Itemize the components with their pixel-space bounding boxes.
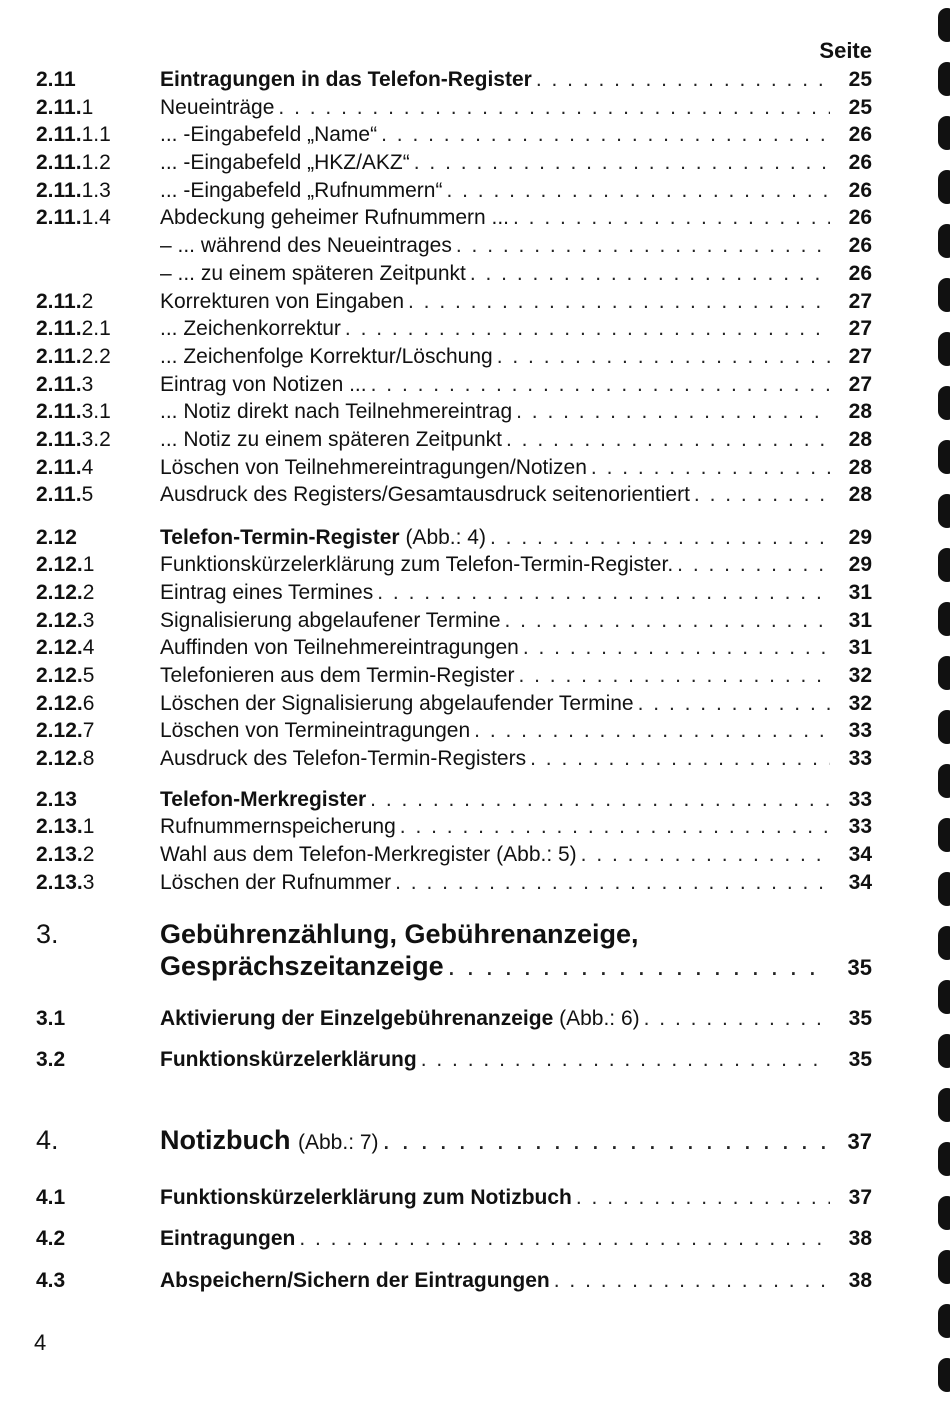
section-number [36,454,160,482]
section-number [36,813,160,841]
binding-hole [938,1250,950,1284]
section-number [36,204,160,232]
toc-entry [36,149,872,177]
section-number-major: 2.11 [36,68,76,91]
section-number-minor: 1 [82,553,95,576]
section-number-major: 2.12. [36,747,83,770]
toc-entry [36,1005,872,1033]
section-number [36,662,160,690]
section-number [36,288,160,316]
dot-leader [278,94,830,122]
toc-entry [36,288,872,316]
binding-hole [938,1088,950,1122]
section-number [36,121,160,149]
figure-ref: (Abb.: 6) [559,1007,640,1030]
dot-leader [591,454,830,482]
section-number-major: 2.13. [36,843,83,866]
toc-entry [36,786,872,814]
chapter-number: 3. [36,919,59,949]
chapter-title: Gebührenzählung, Gebührenanzeige, [160,919,639,949]
toc-entry [36,1184,872,1212]
entry-title: Telefon-Merkregister [160,788,367,811]
entry-title: Neueinträge [160,96,275,119]
page-ref: 37 [848,1186,872,1209]
figure-ref: (Abb.: 4) [405,526,486,549]
entry-title: Funktionskürzelerklärung [160,1048,417,1071]
section-number-minor: 3.2 [81,428,111,451]
section-number [36,607,160,635]
dot-leader [490,524,830,552]
page-ref: 28 [848,428,872,451]
binding-hole [938,710,950,744]
dot-leader [530,745,830,773]
dot-leader [448,950,830,982]
section-number: 4.3 [36,1269,66,1292]
page-ref: 37 [847,1129,872,1154]
section-number [36,94,160,122]
entry-title: Löschen von Termineintragungen [160,719,471,742]
section-number: 3.2 [36,1048,66,1071]
dot-leader [581,841,830,869]
toc-entry [36,1267,872,1295]
entry-title: Löschen von Teilnehmereintragungen/Notizen [160,456,587,479]
entry-title: Abdeckung geheimer Rufnummern ... [160,206,510,229]
page-ref: 32 [848,692,872,715]
dot-leader [677,551,830,579]
page-ref: 26 [848,234,872,257]
page-ref: 26 [848,123,872,146]
page-ref: 33 [848,747,872,770]
section-number [36,481,160,509]
dot-leader [506,426,830,454]
page-number: 4 [34,1330,47,1355]
toc-entry [36,607,872,635]
page-ref: 25 [848,96,872,119]
toc-entry [36,745,872,773]
entry-title: ... Notiz zu einem späteren Zeitpunkt [160,428,502,451]
binding-hole [938,1304,950,1338]
page-ref: 26 [848,151,872,174]
entry-title: Korrekturen von Eingaben [160,290,404,313]
section-number [36,524,160,552]
dot-leader [505,607,830,635]
dot-leader [383,1124,830,1156]
section-number-major: 2.12. [36,719,83,742]
entry-title: ... Notiz direkt nach Teilnehmereintrag [160,400,513,423]
section-number-major: 2.11. [36,123,82,146]
section-number-minor: 6 [82,692,95,715]
section-number-major: 2.11. [36,428,82,451]
section-number-major: 2.11. [36,151,82,174]
entry-title: ... -Eingabefeld „HKZ/AKZ“ [160,151,410,174]
toc-entry [36,579,872,607]
section-number-minor: 5 [81,483,94,506]
page-ref: 26 [848,206,872,229]
binding-hole [938,1196,950,1230]
toc-entry [36,690,872,718]
section-number-major: 2.12. [36,553,83,576]
section-number-minor: 4 [82,636,95,659]
entry-title: Ausdruck des Registers/Gesamtausdruck seitenorientiert [160,483,690,506]
binding-hole [938,1142,950,1176]
toc-entry [36,121,872,149]
dot-leader [694,481,830,509]
entry-title: Eintragungen in das Telefon-Register [160,68,532,91]
entry-title: Ausdruck des Telefon-Termin-Registers [160,747,527,770]
section-number-minor: 8 [82,747,95,770]
binding-hole [938,440,950,474]
binding-hole [938,8,950,42]
entry-title: Funktionskürzelerklärung zum Telefon-Termin-Register. [160,553,674,576]
binding-hole [938,818,950,852]
entry-title: Aktivierung der Einzelgebührenanzeige [160,1007,554,1030]
toc-entry [36,343,872,371]
section-number [36,177,160,205]
section-number [36,745,160,773]
section-number [36,371,160,399]
entry-title: Löschen der Signalisierung abgelaufender Termine [160,692,634,715]
page-ref: 27 [848,345,872,368]
section-number-major: 2.13 [36,788,77,811]
toc-entry [36,426,872,454]
toc-entry [36,66,872,94]
toc-entry [36,481,872,509]
page-ref: 29 [848,553,872,576]
toc-entry [36,662,872,690]
binding-hole [938,494,950,528]
dot-leader [638,690,830,718]
toc-entry [36,1046,872,1074]
section-number-minor: 1.2 [81,151,111,174]
section-number-minor: 5 [82,664,95,687]
page-ref: 26 [848,262,872,285]
dot-leader [370,786,830,814]
page-ref: 34 [848,871,872,894]
binding-hole [938,980,950,1014]
section-number [36,869,160,897]
toc-entry [36,634,872,662]
section-number-major: 2.13. [36,815,83,838]
section-number-major: 2.12. [36,692,83,715]
section-number [36,66,160,94]
dot-leader [518,662,830,690]
section-number-major: 2.12. [36,636,83,659]
toc-entry [36,869,872,897]
binding-hole [938,62,950,96]
binding-hole [938,116,950,150]
page-ref: 27 [848,317,872,340]
toc-entry [36,315,872,343]
dot-leader [371,371,830,399]
entry-title: ... Zeichenfolge Korrektur/Löschung [160,345,493,368]
section-number-major: 2.11. [36,456,82,479]
entry-title: Auffinden von Teilnehmereintragungen [160,636,519,659]
section-number [36,343,160,371]
section-number-minor: 2 [82,843,95,866]
toc-entry [36,204,872,232]
entry-title: Rufnummernspeicherung [160,815,396,838]
section-number [36,786,160,814]
toc-entry [36,260,872,288]
section-number-minor: 1.3 [81,179,111,202]
page-ref: 35 [847,955,872,980]
page-ref: 31 [848,581,872,604]
entry-title: Eintrag von Notizen ... [160,373,367,396]
entry-title: – ... zu einem späteren Zeitpunkt [160,262,466,285]
entry-title: ... Zeichenkorrektur [160,317,341,340]
dot-leader [377,579,830,607]
page-ref: 38 [848,1269,872,1292]
dot-leader [414,149,830,177]
dot-leader [497,343,830,371]
seite-column-header: Seite [819,38,872,63]
binding-hole [938,1358,950,1392]
binding-hole [938,170,950,204]
binding-hole [938,278,950,312]
dot-leader [395,869,830,897]
section-number-major: 2.11. [36,96,82,119]
section-number-major: 2.11. [36,400,82,423]
dot-leader [381,121,830,149]
dot-leader [513,204,830,232]
chapter-title: Gesprächszeitanzeige [160,951,444,981]
section-number-minor: 3 [82,871,95,894]
section-number [36,426,160,454]
section-number-major: 2.11. [36,206,82,229]
chapter-number: 4. [36,1125,59,1155]
binding-hole [938,926,950,960]
section-number [36,398,160,426]
page-ref: 26 [848,179,872,202]
section-number [36,579,160,607]
page-ref: 28 [848,400,872,423]
chapter-3-heading-line2 [36,950,872,982]
dot-leader [554,1267,830,1295]
binding-hole [938,872,950,906]
section-number-minor: 1 [82,815,95,838]
chapter-3-heading-line1 [36,918,872,950]
section-number-major: 2.13. [36,871,83,894]
toc-entry [36,177,872,205]
section-number-minor: 7 [82,719,95,742]
dot-leader [299,1225,830,1253]
figure-ref: (Abb.: 7) [298,1131,379,1154]
section-number: 4.2 [36,1227,66,1250]
page-ref: 33 [848,719,872,742]
section-number-minor: 4 [81,456,94,479]
section-number-minor: 2.2 [81,345,111,368]
dot-leader [400,813,830,841]
page-ref: 35 [848,1007,872,1030]
entry-title: Eintragungen [160,1227,296,1250]
chapter-title: Notizbuch [160,1125,291,1155]
toc-entry [36,813,872,841]
page-ref: 27 [848,290,872,313]
toc-entry [36,94,872,122]
dot-leader [446,177,830,205]
section-number-minor: 1 [81,96,94,119]
binding-hole [938,224,950,258]
dot-leader [516,398,830,426]
dot-leader [576,1184,830,1212]
section-number-minor: 3 [81,373,94,396]
section-number-major: 2.12. [36,609,83,632]
section-number-major: 2.12. [36,581,83,604]
entry-title: Abspeichern/Sichern der Eintragungen [160,1269,550,1292]
section-number-major: 2.11. [36,483,82,506]
section-number-minor: 2 [82,581,95,604]
page-ref: 34 [848,843,872,866]
dot-leader [536,66,830,94]
toc-entry [36,524,872,552]
section-number [36,551,160,579]
entry-title: Funktionskürzelerklärung zum Notizbuch [160,1186,572,1209]
dot-leader [345,315,830,343]
toc-entry [36,551,872,579]
section-number: 3.1 [36,1007,66,1030]
section-number-major: 2.12 [36,526,77,549]
section-number [36,841,160,869]
dot-leader [523,634,830,662]
section-number-major: 2.11. [36,373,82,396]
toc-entry [36,1225,872,1253]
section-number-minor: 3.1 [81,400,111,423]
section-number [36,717,160,745]
dot-leader [474,717,830,745]
page-ref: 35 [848,1048,872,1071]
page-ref: 31 [848,609,872,632]
page-ref: 25 [848,68,872,91]
toc-entry [36,841,872,869]
toc-entry [36,398,872,426]
page-ref: 28 [848,456,872,479]
page-ref: 28 [848,483,872,506]
section-number-major: 2.11. [36,345,82,368]
section-number [36,149,160,177]
section-number-minor: 3 [82,609,95,632]
page-ref: 29 [848,526,872,549]
binding-hole [938,332,950,366]
binding-holes [936,0,950,1403]
section-number-minor: 2.1 [81,317,111,340]
section-number-major: 2.12. [36,664,83,687]
entry-title: Signalisierung abgelaufener Termine [160,609,501,632]
section-number-minor: 1.1 [81,123,111,146]
entry-title: Telefonieren aus dem Termin-Register [160,664,515,687]
binding-hole [938,602,950,636]
entry-title: Wahl aus dem Telefon-Merkregister (Abb.: 5) [160,843,577,866]
dot-leader [408,288,830,316]
dot-leader [456,232,830,260]
dot-leader [644,1005,830,1033]
page-ref: 33 [848,788,872,811]
page-ref: 27 [848,373,872,396]
toc-entry [36,371,872,399]
section-number-minor: 1.4 [81,206,111,229]
section-number-major: 2.11. [36,290,82,313]
toc-entry [36,454,872,482]
section-number-major: 2.11. [36,317,82,340]
page-ref: 38 [848,1227,872,1250]
binding-hole [938,1034,950,1068]
entry-title: Telefon-Termin-Register [160,526,400,549]
section-number-minor: 2 [81,290,94,313]
section-number [36,315,160,343]
section-number: 4.1 [36,1186,66,1209]
dot-leader [470,260,830,288]
chapter-4-heading [36,1124,872,1156]
section-number [36,690,160,718]
page-ref: 32 [848,664,872,687]
entry-title: ... -Eingabefeld „Rufnummern“ [160,179,443,202]
entry-title: Löschen der Rufnummer [160,871,392,894]
entry-title: Eintrag eines Termines [160,581,374,604]
binding-hole [938,764,950,798]
page-ref: 33 [848,815,872,838]
toc-entry [36,717,872,745]
binding-hole [938,548,950,582]
binding-hole [938,656,950,690]
toc-entry [36,232,872,260]
binding-hole [938,386,950,420]
page-ref: 31 [848,636,872,659]
section-number-major: 2.11. [36,179,82,202]
dot-leader [421,1046,830,1074]
entry-title: ... -Eingabefeld „Name“ [160,123,378,146]
entry-title: – ... während des Neueintrages [160,234,452,257]
section-number [36,634,160,662]
